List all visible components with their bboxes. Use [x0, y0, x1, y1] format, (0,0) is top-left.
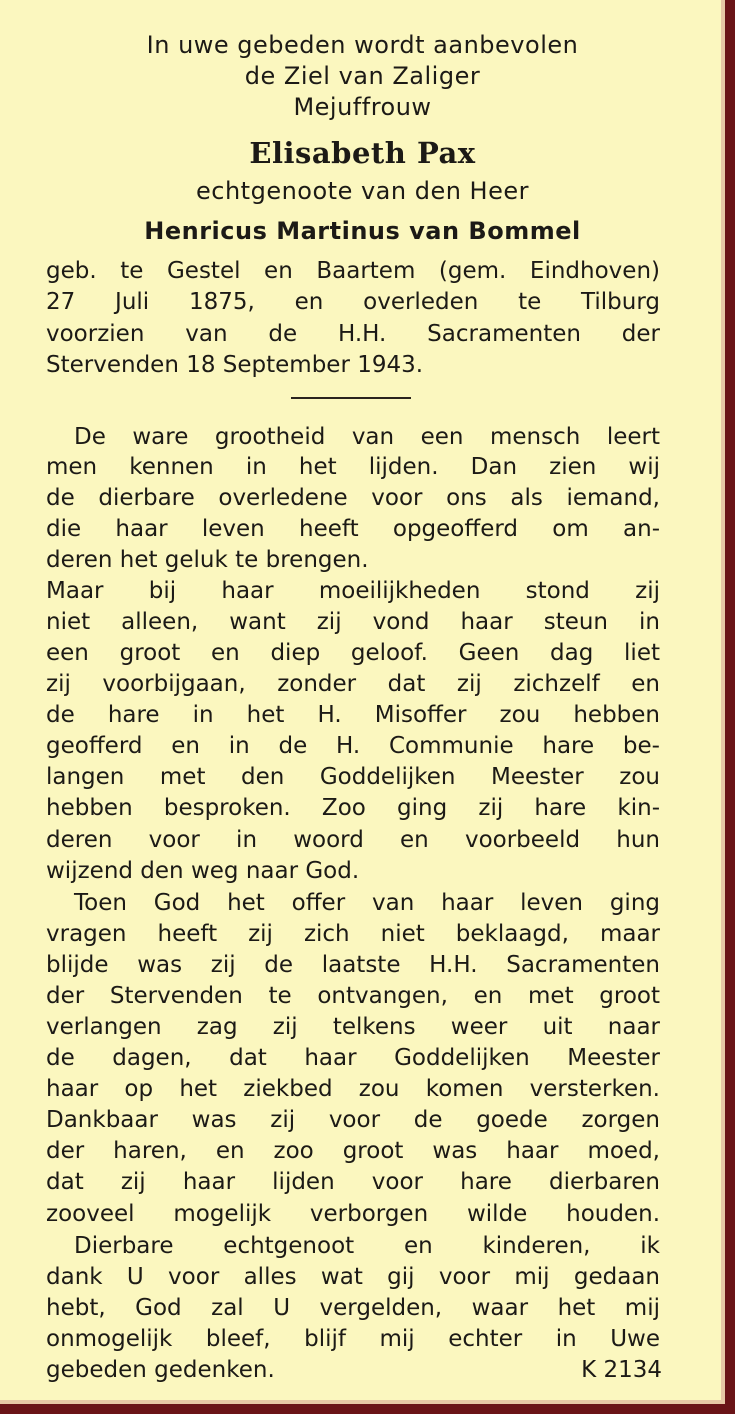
body-line: Dankbaar was zij voor de goede zorgen	[46, 1107, 660, 1133]
body-line: der Stervenden te ontvangen, en met groot	[46, 983, 660, 1009]
husband-name: Henricus Martinus van Bommel	[144, 217, 581, 245]
body-line: onmogelijk bleef, blijf mij echter in Uwe	[46, 1326, 660, 1352]
body-line: vragen heeft zij zich niet beklaagd, maar	[46, 921, 660, 947]
body-line: blijde was zij de laatste H.H. Sacramenten	[46, 952, 660, 978]
body-line: die haar leven heeft opgeofferd om an-	[46, 516, 660, 542]
body-line: niet alleen, want zij vond haar steun in	[46, 609, 660, 635]
bio-line: voorzien van de H.H. Sacramenten der	[46, 321, 660, 347]
body-line: hebt, God zal U vergelden, waar het mij	[46, 1295, 660, 1321]
body-line: deren het geluk te brengen.	[46, 547, 369, 573]
intro-line-3: Mejuffrouw	[293, 93, 432, 121]
body-line: een groot en diep geloof. Geen dag liet	[46, 640, 660, 666]
body-line: gebeden gedenken.	[46, 1357, 275, 1383]
body-line: Toen God het offer van haar leven ging	[74, 890, 660, 916]
body-line: verlangen zag zij telkens weer uit naar	[46, 1014, 660, 1040]
body-line: de hare in het H. Misoffer zou hebben	[46, 702, 660, 728]
body-line: dat zij haar lijden voor hare dierbaren	[46, 1169, 660, 1195]
body-line: haar op het ziekbed zou komen versterken.	[46, 1076, 660, 1102]
body-line: zooveel mogelijk verborgen wilde houden.	[46, 1201, 660, 1227]
body-line: zij voorbijgaan, zonder dat zij zichzelf en	[46, 671, 660, 697]
bio-line: Stervenden 18 September 1943.	[46, 352, 424, 378]
intro-line-2: de Ziel van Zaliger	[244, 62, 481, 90]
print-code: K 2134	[581, 1357, 662, 1383]
body-line: men kennen in het lijden. Dan zien wij	[46, 454, 660, 480]
deceased-name: Elisabeth Pax	[249, 136, 476, 170]
body-line: deren voor in woord en voorbeeld hun	[46, 827, 660, 853]
body-line: dank U voor alles wat gij voor mij gedaan	[46, 1264, 660, 1290]
body-line: De ware grootheid van een mensch leert	[74, 424, 660, 450]
bio-line: geb. te Gestel en Baartem (gem. Eindhoven)	[46, 258, 660, 284]
body-line: der haren, en zoo groot was haar moed,	[46, 1138, 660, 1164]
body-line: hebben besproken. Zoo ging zij hare kin-	[46, 795, 660, 821]
intro-line-1: In uwe gebeden wordt aanbevolen	[146, 31, 579, 59]
body-line: Dierbare echtgenoot en kinderen, ik	[74, 1233, 660, 1259]
relation-line: echtgenoote van den Heer	[196, 177, 529, 205]
body-line: de dagen, dat haar Goddelijken Meester	[46, 1045, 660, 1071]
body-line: Maar bij haar moeilijkheden stond zij	[46, 578, 660, 604]
bio-line: 27 Juli 1875, en overleden te Tilburg	[46, 289, 660, 315]
divider	[291, 397, 411, 399]
body-line: de dierbare overledene voor ons als iemand,	[46, 485, 660, 511]
body-line: geofferd en in de H. Communie hare be-	[46, 733, 660, 759]
body-line: langen met den Goddelijken Meester zou	[46, 764, 660, 790]
body-line: wijzend den weg naar God.	[46, 858, 360, 884]
